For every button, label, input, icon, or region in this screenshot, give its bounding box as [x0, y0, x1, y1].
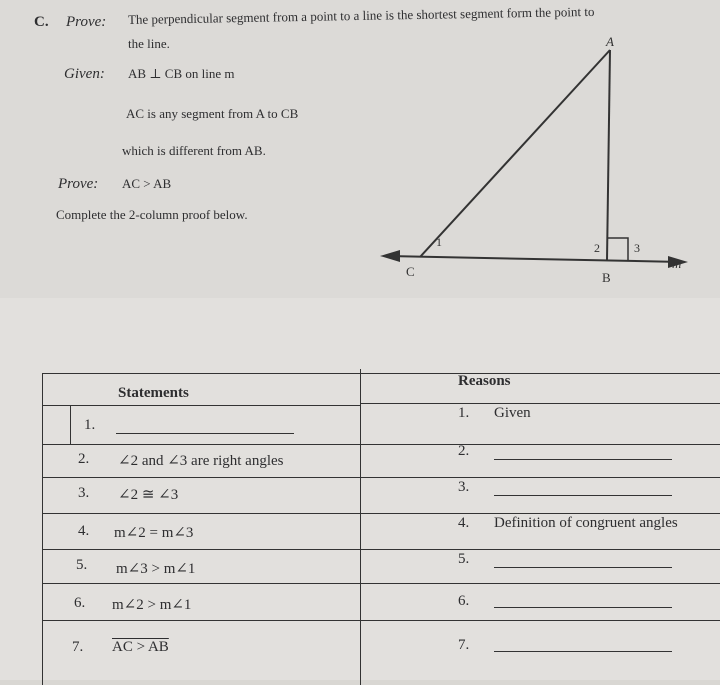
statement-number: 7. — [72, 639, 84, 655]
reason-number: 4. — [458, 515, 470, 531]
statement-text: m∠2 = m∠3 — [114, 525, 194, 541]
instructions: Complete the 2-column proof below. — [56, 207, 248, 222]
line-m — [388, 256, 682, 262]
statement-number: 2. — [78, 451, 90, 467]
statement-text: m∠3 > m∠1 — [116, 561, 196, 577]
reason-number: 6. — [458, 593, 470, 609]
statement-number: 1. — [84, 417, 96, 433]
segment-ab — [607, 50, 610, 260]
statement-text: AC > AB — [112, 639, 169, 655]
reason-text: Given — [494, 405, 531, 421]
given-line2: AC is any segment from A to CB — [126, 106, 299, 121]
statement-number: 4. — [78, 523, 90, 539]
reason-blank-2[interactable] — [484, 443, 672, 460]
given-line3: which is different from AB. — [122, 143, 266, 158]
reason-number: 2. — [458, 443, 470, 459]
statement-text: ∠2 ≅ ∠3 — [118, 487, 179, 503]
reason-blank-7[interactable] — [484, 635, 672, 652]
reason-number: 7. — [458, 637, 470, 653]
prove2-text: AC > AB — [122, 176, 172, 191]
given-heading: Given: — [64, 66, 105, 82]
statement-number: 5. — [76, 557, 88, 573]
label-a: A — [606, 34, 614, 49]
statement-number: 6. — [74, 595, 86, 611]
reason-number: 3. — [458, 479, 470, 495]
prove2-heading: Prove: — [58, 176, 99, 192]
triangle-diagram — [370, 30, 710, 290]
reasons-header: Reasons — [458, 373, 511, 389]
proof-table — [42, 365, 720, 685]
problem-section — [0, 0, 720, 298]
label-c: C — [406, 264, 415, 279]
prove-heading: Prove: — [66, 14, 107, 30]
reason-blank-5[interactable] — [484, 551, 672, 568]
statement-text: ∠2 and ∠3 are right angles — [118, 453, 284, 469]
problem-statement-line2: the line. — [128, 36, 170, 51]
reason-number: 1. — [458, 405, 470, 421]
given-line1: AB ⊥ CB on line m — [128, 66, 235, 81]
reason-text: Definition of congruent angles — [494, 515, 678, 531]
label-m: m — [672, 256, 682, 271]
problem-statement-line1: The perpendicular segment from a point to a line is the shortest segment form the point to — [127, 3, 595, 27]
angle-1-label: 1 — [436, 235, 442, 249]
statement-blank-1[interactable] — [106, 417, 294, 434]
statement-text: m∠2 > m∠1 — [112, 597, 192, 613]
angle-3-label: 3 — [634, 241, 640, 255]
label-b: B — [602, 270, 611, 285]
right-angle-mark — [607, 238, 628, 260]
reason-blank-3[interactable] — [484, 479, 672, 496]
reason-number: 5. — [458, 551, 470, 567]
arrow-left — [380, 250, 400, 262]
statement-number: 3. — [78, 485, 90, 501]
angle-2-label: 2 — [594, 241, 600, 255]
reason-blank-6[interactable] — [484, 591, 672, 608]
segment-ac — [420, 50, 610, 257]
problem-label: C. — [34, 14, 49, 30]
statements-header: Statements — [118, 385, 189, 401]
